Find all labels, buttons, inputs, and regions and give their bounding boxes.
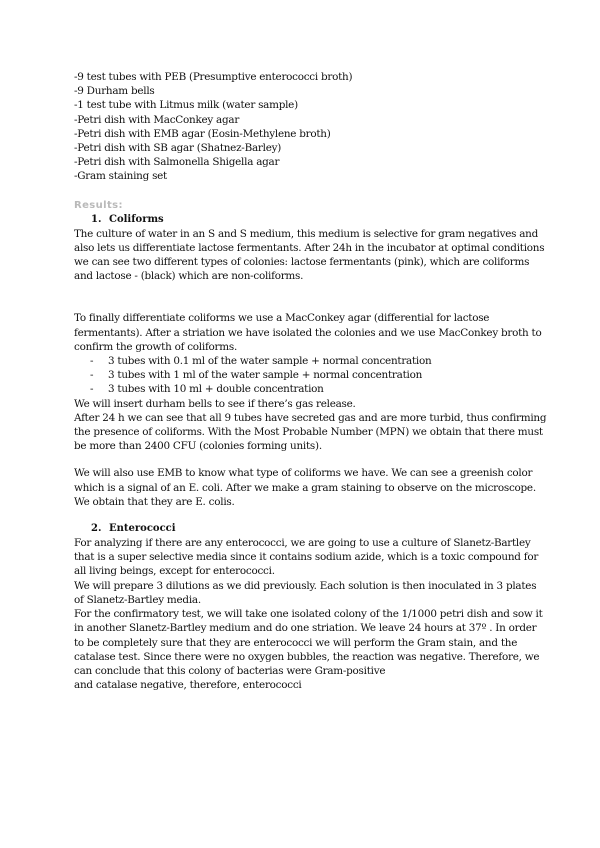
enterococci-paragraph: [74, 536, 543, 692]
bullet-item: - 3 tubes with 10 ml + double concentration: [90, 383, 324, 396]
materials-item: -1 test tube with Litmus milk (water sample): [74, 99, 298, 112]
text-line: of Slanetz-Bartley media.: [74, 593, 201, 606]
materials-item: -Petri dish with SB agar (Shatnez-Barley): [74, 142, 282, 155]
materials-list: [74, 70, 534, 184]
text-line: For analyzing if there are any enterococci, we are going to use a culture of Slanetz-Bartley: [74, 537, 531, 550]
text-line: all living beings, except for enterococci.: [74, 565, 275, 578]
text-line: The culture of water in an S and S medium, this medium is selective for gram negatives and: [74, 227, 539, 240]
section-title: Coliforms: [109, 213, 164, 225]
text-line: the presence of coliforms. With the Most Probable Number (MPN) we obtain that there must: [74, 426, 543, 439]
materials-item: -9 Durham bells: [74, 85, 155, 98]
materials-item: -Gram staining set: [74, 170, 167, 183]
results-heading: Results:: [74, 199, 123, 211]
text-line: We will also use EMB to know what type of coliforms we have. We can see a greenish color: [74, 467, 533, 480]
text-line: We will prepare 3 dilutions as we did previously. Each solution is then inoculated in 3 plates: [74, 579, 537, 592]
coliforms-paragraph-2: [74, 311, 542, 354]
text-line: For the confirmatory test, we will take one isolated colony of the 1/1000 petri dish and sow it: [74, 608, 543, 621]
materials-item: -Petri dish with MacConkey agar: [74, 113, 240, 126]
text-line: can conclude that this colony of bacterias were Gram-positive: [74, 664, 386, 677]
text-line: confirm the growth of coliforms.: [74, 340, 237, 353]
coliforms-paragraph-3: [74, 397, 547, 454]
section-heading-enterococci: [91, 522, 534, 536]
coliforms-paragraph-4: [74, 466, 534, 509]
coliforms-paragraph-1: [74, 227, 545, 284]
document-page: [74, 70, 547, 692]
text-line: in another Slanetz-Bartley medium and do one striation. We leave 24 hours at 37º . In order: [74, 622, 537, 635]
text-line: We will insert durham bells to see if there’s gas release.: [74, 397, 356, 410]
text-line: fermentants). After a striation we have isolated the colonies and we use MacConkey broth to: [74, 326, 542, 339]
text-line: that is a super selective media since it contains sodium azide, which is a toxic compound for: [74, 551, 539, 564]
section-title: Enterococci: [109, 523, 176, 535]
text-line: To finally differentiate coliforms we use a MacConkey agar (differential for lactose: [74, 312, 490, 325]
bullet-text: 3 tubes with 0.1 ml of the water sample + normal concentration: [108, 355, 432, 368]
section-number: 1.: [91, 213, 102, 225]
bullet-item: - 3 tubes with 1 ml of the water sample + normal concentration: [90, 369, 423, 382]
text-line: and catalase negative, therefore, enterococci: [74, 679, 302, 692]
bullet-text: 3 tubes with 1 ml of the water sample + normal concentration: [108, 369, 423, 382]
bullet-text: 3 tubes with 10 ml + double concentration: [108, 383, 324, 396]
text-line: which is a signal of an E. coli. After we make a gram staining to observe on the microscope.: [74, 481, 536, 494]
text-line: we can see two different types of colonies: lactose fermentants (pink), which are coliforms: [74, 256, 530, 269]
text-line: We obtain that they are E. colis.: [74, 495, 235, 508]
materials-item: -Petri dish with Salmonella Shigella agar: [74, 156, 280, 169]
text-line: and lactose - (black) which are non-coliforms.: [74, 270, 304, 283]
section-number: 2.: [91, 523, 102, 535]
text-line: After 24 h we can see that all 9 tubes have secreted gas and are more turbid, thus confirming: [74, 411, 547, 424]
materials-item: -Petri dish with EMB agar (Eosin-Methylene broth): [74, 127, 331, 140]
text-line: to be completely sure that they are enterococci we will perform the Gram stain, and the: [74, 636, 518, 649]
dilution-bullet-list: [74, 354, 534, 397]
text-line: be more than 2400 CFU (colonies forming units).: [74, 440, 322, 453]
materials-item: -9 test tubes with PEB (Presumptive enterococci broth): [74, 71, 353, 83]
bullet-item: - 3 tubes with 0.1 ml of the water sample + normal concentration: [90, 355, 432, 368]
section-heading-coliforms: [91, 213, 534, 227]
text-line: also lets us differentiate lactose fermentants. After 24h in the incubator at optimal conditions: [74, 241, 545, 254]
text-line: catalase test. Since there were no oxygen bubbles, the reaction was negative. Therefore, we: [74, 650, 540, 663]
